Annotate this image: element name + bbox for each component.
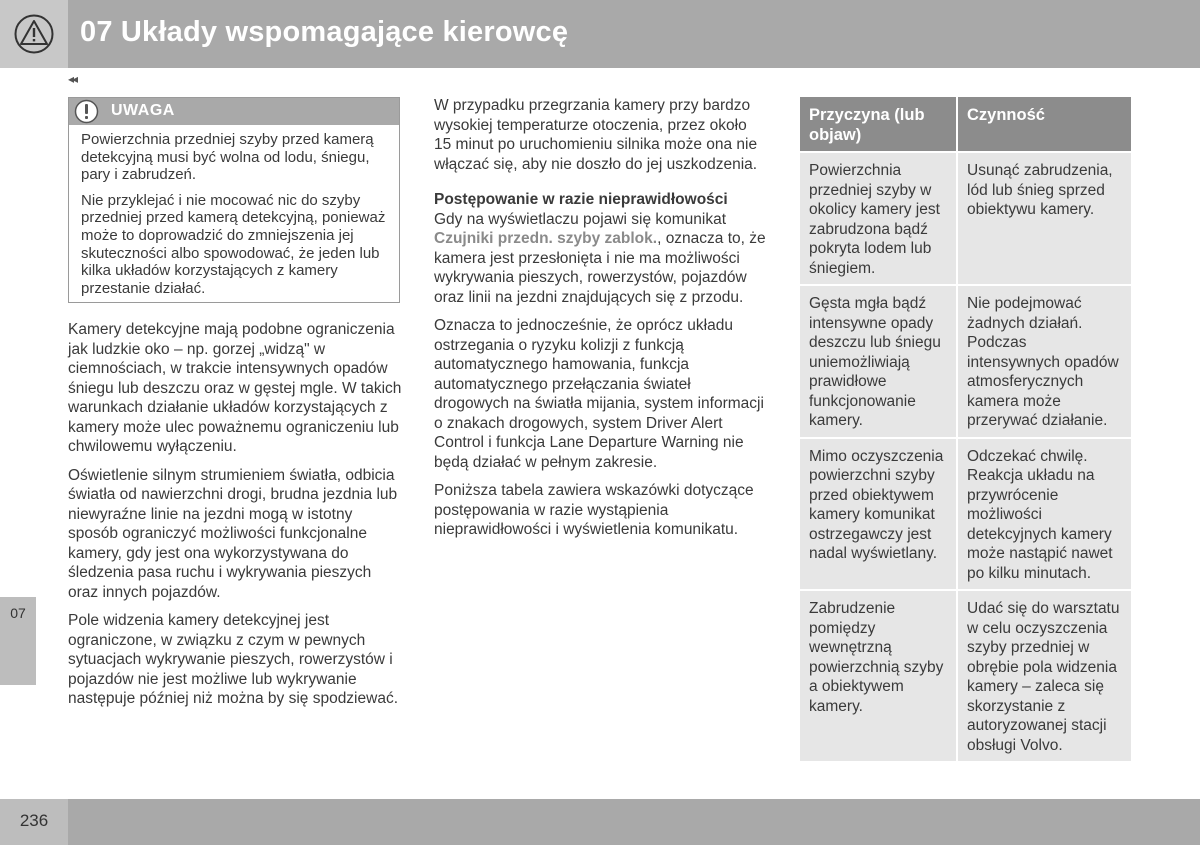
middle-text-column: [434, 96, 768, 549]
note-paragraph: Nie przyklejać i nie mocować nic do szyby przedniej przed kamerą detekcyjną, ponieważ może to doprowadzić do zmniejszenia jej skuteczności albo spowodować, że jeden lub kilka układów korzystających z kamery przestanie działać.: [81, 191, 386, 297]
column-header-cause: Przyczyna (lub objaw): [800, 97, 958, 151]
section-subheading: Postępowanie w razie nieprawidłowości: [434, 191, 728, 208]
chapter-title: 07 Układy wspomagające kierowcę: [80, 16, 569, 48]
table-cell-action: Udać się do warsztatu w celu oczyszczenia szyby przedniej w obrębie pola widzenia kamery – zaleca się skorzystanie z autoryzowanej stacji obsługi Volvo.: [958, 589, 1131, 761]
troubleshooting-table: [800, 97, 1131, 761]
info-icon: [73, 98, 100, 125]
body-paragraph: Oznacza to jednocześnie, że oprócz układu ostrzegania o ryzyku kolizji z funkcją automatycznego hamowania, funkcja automatycznego przełączania świateł drogowych na światła mijania, system informacji o znakach drogowych, system Driver Alert Control i funkcja Lane Departure Warning nie będą działać w pełnym zakresie.: [434, 317, 764, 471]
text-span: Gdy na wyświetlaczu pojawi się komunikat: [434, 210, 727, 228]
header-icon-box: [0, 0, 68, 68]
page-number-box: [0, 799, 68, 845]
chapter-side-tab[interactable]: [0, 597, 36, 685]
warning-note-box: [68, 97, 400, 303]
table-row: [800, 151, 1131, 284]
side-tab-label: 07: [10, 605, 26, 621]
page-number: 236: [19, 811, 49, 830]
troubleshooting-paragraph: [434, 190, 768, 307]
table-cell-action: Usunąć zabrudzenia, lód lub śnieg sprzed obiektywu kamery.: [958, 151, 1131, 284]
note-title: UWAGA: [111, 102, 175, 119]
body-paragraph: Pole widzenia kamery detekcyjnej jest ograniczone, w związku z czym w pewnych sytuacjach wykrywanie pieszych, rowerzystów i pojazdów nie jest możliwe lub wykrywanie następuje później niż można by się spodziewać.: [68, 612, 398, 707]
back-nav-arrows[interactable]: ◂◂: [68, 72, 77, 86]
table-cell-cause: Mimo oczyszczenia powierzchni szyby przed obiektywem kamery komunikat ostrzegawczy jest nadal wyświetlany.: [800, 437, 958, 590]
table-cell-cause: Zabrudzenie pomiędzy wewnętrzną powierzchnią szyby a obiektywem kamery.: [800, 589, 958, 761]
table-cell-cause: Powierzchnia przedniej szyby w okolicy kamery jest zabrudzona bądź pokryta lodem lub śniegiem.: [800, 151, 958, 284]
page-header: [0, 0, 1200, 68]
table-row: [800, 589, 1131, 761]
page-footer: [0, 799, 1200, 845]
body-paragraph: Poniższa tabela zawiera wskazówki dotyczące postępowania w razie wystąpienia nieprawidłowości i wyświetlenia komunikatu.: [434, 482, 754, 538]
table-cell-cause: Gęsta mgła bądź intensywne opady deszczu lub śniegu uniemożliwiają prawidłowe funkcjonowanie kamery.: [800, 284, 958, 437]
body-paragraph: W przypadku przegrzania kamery przy bardzo wysokiej temperaturze otoczenia, przez około 15 minut po uruchomieniu silnika może ona nie włączać się, aby nie doszło do jej uszkodzenia.: [434, 97, 758, 173]
warning-triangle-icon: [14, 14, 54, 54]
body-paragraph: Kamery detekcyjne mają podobne ograniczenia jak ludzkie oko – np. gorzej „widzą" w ciemnościach, w trakcie intensywnych opadów śniegu lub deszczu oraz w gęstej mgle. W takich warunkach działanie układów korzystających z kamery może ulec poważnemu ograniczeniu lub chwilowemu wyłączeniu.: [68, 321, 402, 455]
column-header-action: Czynność: [958, 97, 1131, 151]
left-text-column: [68, 320, 402, 718]
table-row: [800, 437, 1131, 590]
text-span: , oznacza to, że kamera jest przesłonięta i nie ma możliwości wykrywania pieszych, rowerzystów, pojazdów oraz linii na jezdni znajdujących się z przodu.: [434, 230, 766, 306]
table-row: [800, 284, 1131, 437]
note-paragraph: Powierzchnia przedniej szyby przed kamerą detekcyjną musi być wolna od lodu, śniegu, pary i zabrudzeń.: [81, 131, 374, 184]
note-body: [69, 125, 399, 297]
table-cell-action: Odczekać chwilę. Reakcja układu na przywrócenie możliwości detekcyjnych kamery może nastąpić nawet po kilku minutach.: [958, 437, 1131, 590]
body-paragraph: Oświetlenie silnym strumieniem światła, odbicia światła od nawierzchni drogi, brudna jezdnia lub niewyraźne linie na jezdni mogą w istotny sposób ograniczyć możliwości funkcjonalne kamery, gdy jest ona wykorzystywana do śledzenia pasa ruchu i wykrywania pieszych oraz innych pojazdów.: [68, 466, 398, 601]
table-cell-action: Nie podejmować żadnych działań. Podczas intensywnych opadów atmosferycznych kamera może przerywać działanie.: [958, 284, 1131, 437]
note-header: [69, 98, 399, 125]
display-message: Czujniki przedn. szyby zablok.: [434, 230, 658, 247]
table-header-row: [800, 97, 1131, 151]
